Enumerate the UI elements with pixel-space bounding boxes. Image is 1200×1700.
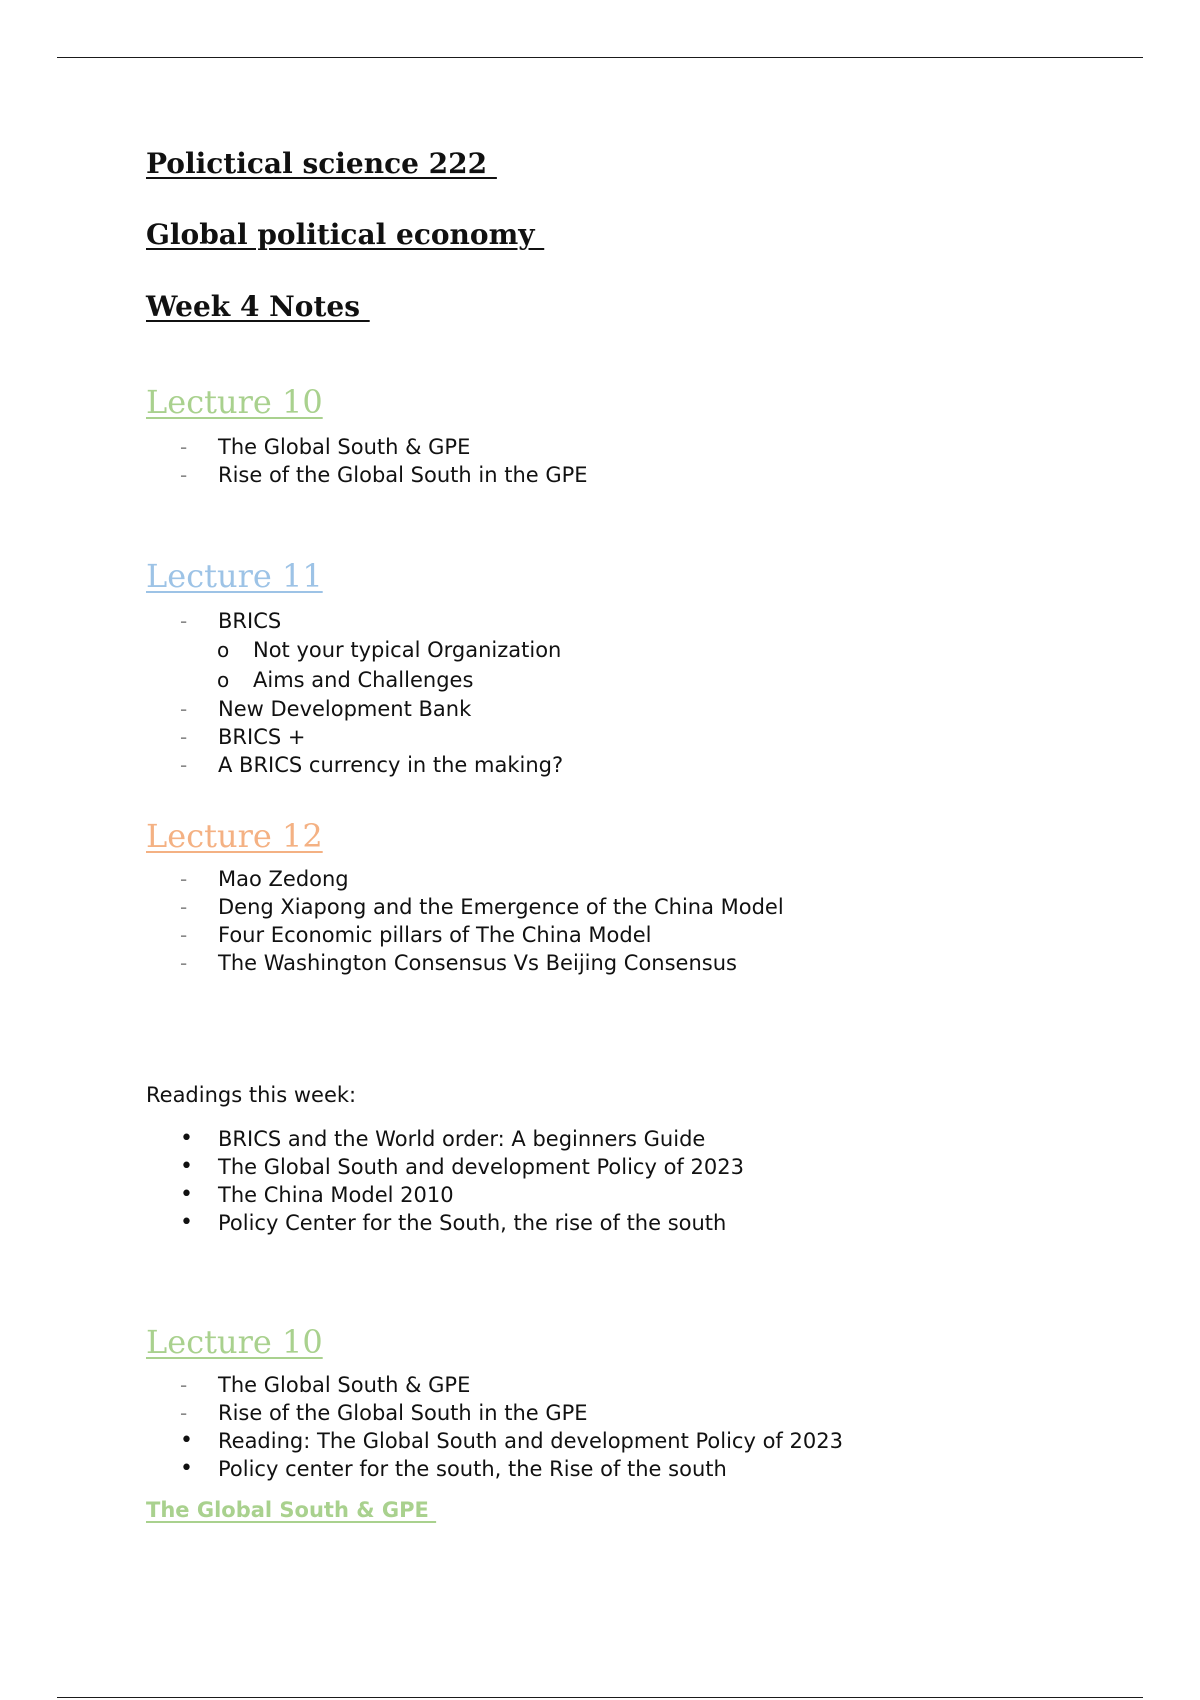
circle-bullet-icon: o [217,668,230,692]
list-item: - Deng Xiapong and the Emergence of the China Model [180,895,784,919]
dash-icon: - [180,753,188,777]
lecture-10-detail-heading: Lecture 10 [146,1323,323,1361]
subject-title: Global political economy [146,218,545,251]
dash-icon: - [180,725,188,749]
dash-icon: - [180,435,188,459]
dash-icon: - [180,951,188,975]
bottom-rule [57,1697,1143,1698]
list-item: - Mao Zedong [180,867,349,891]
list-item: • Policy center for the south, the Rise of the south [180,1456,727,1481]
list-item: - A BRICS currency in the making? [180,753,564,777]
readings-label: Readings this week: [146,1083,357,1107]
lecture-10-heading: Lecture 10 [146,383,323,421]
dash-icon: - [180,1401,188,1425]
list-item: • The Global South and development Policy of 2023 [180,1154,744,1179]
list-item: - Four Economic pillars of The China Model [180,923,652,947]
list-item: o Not your typical Organization [146,635,186,665]
list-item: • BRICS and the World order: A beginners Guide [180,1126,706,1151]
list-item: - New Development Bank [180,697,472,721]
list-item: • The China Model 2010 [180,1182,454,1207]
lecture-12-heading: Lecture 12 [146,817,323,855]
dash-icon: - [180,697,188,721]
course-title: Polictical science 222 [146,147,497,180]
dash-icon: - [180,867,188,891]
lecture-12-list [146,865,784,977]
list-item: • Policy Center for the South, the rise of the south [180,1210,727,1235]
circle-bullet-icon: o [217,638,230,662]
global-south-gpe-subheading: The Global South & GPE [146,1498,437,1522]
list-item: o Aims and Challenges [146,665,186,695]
lecture-10-list [146,433,588,489]
bullet-icon: • [180,1428,193,1453]
list-item: - The Global South & GPE [180,435,471,459]
dash-icon: - [180,895,188,919]
list-item: - BRICS + [180,725,306,749]
bullet-icon: • [180,1126,193,1151]
lecture-11-heading: Lecture 11 [146,557,323,595]
top-rule [57,57,1143,58]
week-title: Week 4 Notes [146,290,370,323]
dash-icon: - [180,1373,188,1397]
list-item: - Rise of the Global South in the GPE [180,463,588,487]
list-item: - The Washington Consensus Vs Beijing Consensus [180,951,737,975]
list-item: - Rise of the Global South in the GPE [180,1401,588,1425]
dash-icon: - [180,609,188,633]
dash-icon: - [180,463,188,487]
bullet-icon: • [180,1210,193,1235]
lecture-11-list [146,607,564,779]
bullet-icon: • [180,1154,193,1179]
list-item: - The Global South & GPE [180,1373,471,1397]
list-item: • Reading: The Global South and development Policy of 2023 [180,1428,843,1453]
list-item: - BRICS [180,609,282,633]
dash-icon: - [180,923,188,947]
readings-list [146,1125,744,1237]
lecture-10-detail-list [146,1371,843,1483]
bullet-icon: • [180,1456,193,1481]
bullet-icon: • [180,1182,193,1207]
